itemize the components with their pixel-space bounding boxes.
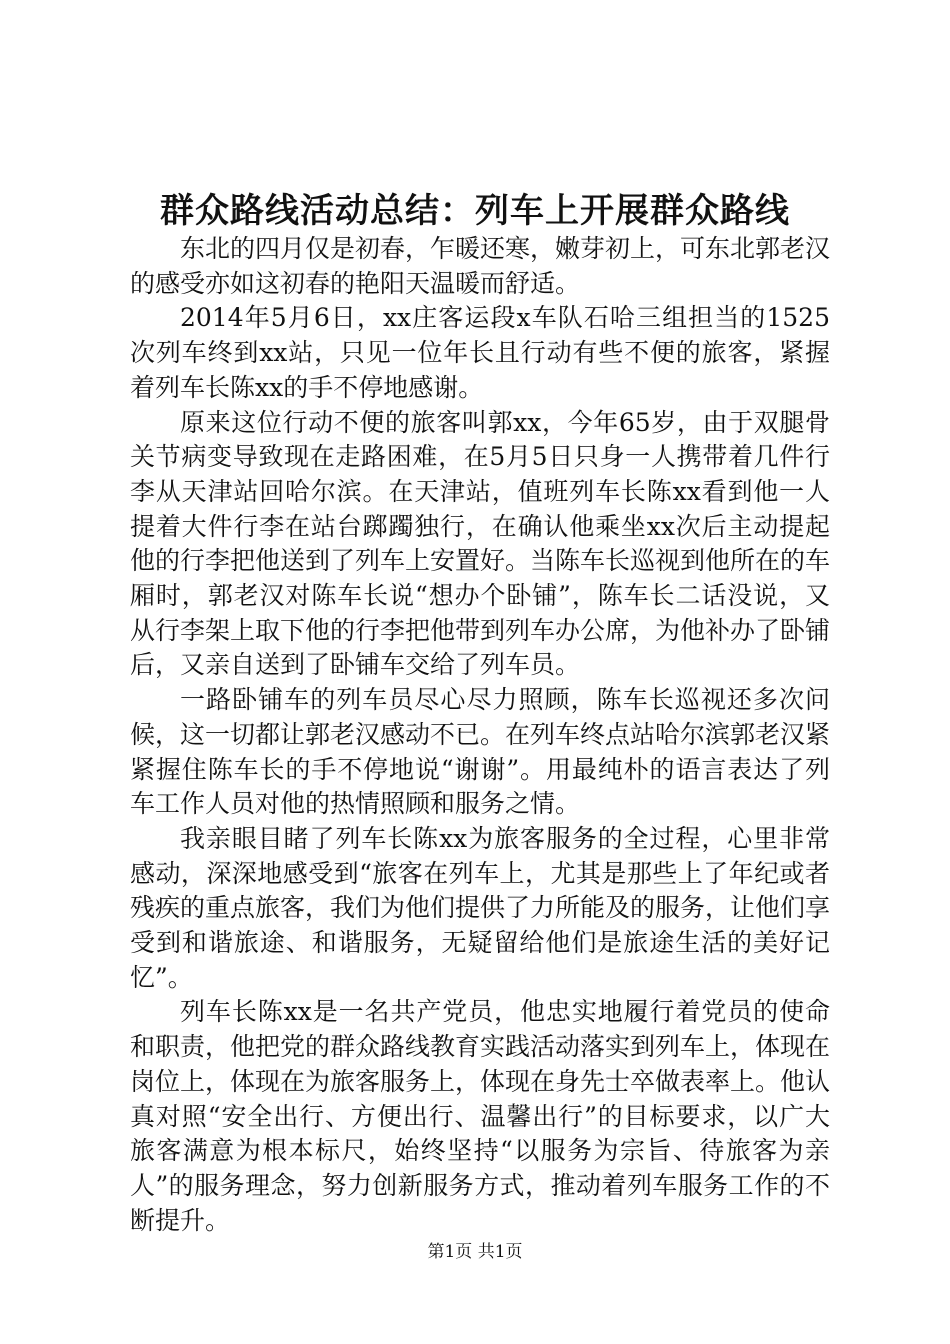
paragraph: 原来这位行动不便的旅客叫郭xx，今年65岁，由于双腿骨关节病变导致现在走路困难，在5月5日只身一人携带着几件行李从天津站回哈尔滨。在天津站，值班列车长陈xx看到他一人提着大件行李在站台踯躅独行，在确认他乘坐xx次后主动提起他的行李把他送到了列车上安置好。当陈车长巡视到他所在的车厢时，郭老汉对陈车长说“想办个卧铺”，陈车长二话没说，又从行李架上取下他的行李把他带到列车办公席，为他补办了卧铺后，又亲自送到了卧铺车交给了列车员。: [130, 407, 831, 680]
paragraph: 我亲眼目睹了列车长陈xx为旅客服务的全过程，心里非常感动，深深地感受到“旅客在列车上，尤其是那些上了年纪或者残疾的重点旅客，我们为他们提供了力所能及的服务，让他们享受到和谐旅途、和谐服务，无疑留给他们是旅途生活的美好记忆”。: [130, 823, 831, 992]
document-title: 群众路线活动总结：列车上开展群众路线: [160, 191, 790, 231]
paragraph: 列车长陈xx是一名共产党员，他忠实地履行着党员的使命和职责，他把党的群众路线教育实践活动落实到列车上，体现在岗位上，体现在为旅客服务上，体现在身先士卒做表率上。他认真对照“安全出行、方便出行、温馨出行”的目标要求，以广大旅客满意为根本标尺，始终坚持“以服务为宗旨、待旅客为亲人”的服务理念，努力创新服务方式，推动着列车服务工作的不断提升。: [130, 997, 831, 1235]
document-body: [130, 232, 830, 1238]
paragraph: 一路卧铺车的列车员尽心尽力照顾，陈车长巡视还多次问候，这一切都让郭老汉感动不已。在列车终点站哈尔滨郭老汉紧紧握住陈车长的手不停地说“谢谢”。用最纯朴的语言表达了列车工作人员对他的热情照顾和服务之情。: [130, 685, 831, 819]
page-number: 第1页 共1页: [427, 1242, 523, 1262]
paragraph: 2014年5月6日，xx庄客运段x车队石哈三组担当的1525次列车终到xx站，只见一位年长且行动有些不便的旅客，紧握着列车长陈xx的手不停地感谢。: [130, 303, 830, 402]
paragraph: 东北的四月仅是初春，乍暖还寒，嫩芽初上，可东北郭老汉的感受亦如这初春的艳阳天温暖而舒适。: [130, 234, 831, 298]
